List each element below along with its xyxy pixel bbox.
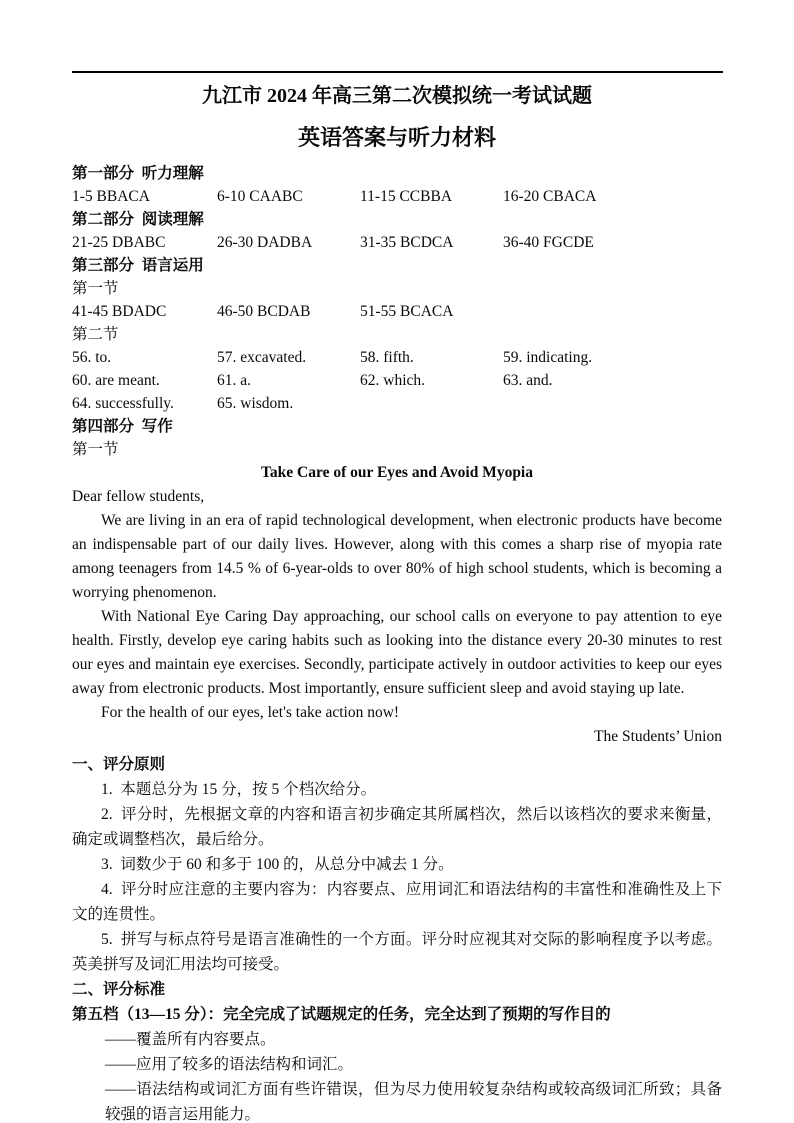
principle-item-4: 4. 评分时应注意的主要内容为：内容要点、应用词汇和语法结构的丰富性和准确性及上下文的连贯性。 [72,881,722,923]
answer-cell: 58. fifth. [360,349,414,366]
answer-cell: 21-25 DBABC [72,234,166,251]
page-title: 九江市 2024 年高三第二次模拟统一考试试题 [202,85,592,107]
answer-cell: 64. successfully. [72,395,174,412]
answer-cell [360,392,503,415]
answer-cell: 65. wisdom. [217,395,294,412]
answer-key [72,162,722,461]
answer-cell: 31-35 BCDCA [360,234,454,251]
grading-section [72,752,722,1123]
band5-point-3: ——语法结构或词汇方面有些许错误，但为尽力使用较复杂结构或较高级词汇所致；具备较强的语言运用能力。 [105,1081,722,1123]
answer-cell: 59. indicating. [503,349,593,366]
part3-section2-row-3 [72,392,722,415]
document-body [72,73,726,1123]
part1-answers-row [72,185,722,208]
band5-point-1: ——覆盖所有内容要点。 [105,1031,276,1048]
answer-cell: 11-15 CCBBA [360,188,453,205]
part3-section2-row-2 [72,369,722,392]
essay-title: Take Care of our Eyes and Avoid Myopia [260,464,533,481]
part4-section1-label: 第一节 [72,441,119,458]
part4-heading: 第四部分 写作 [72,418,173,435]
answer-cell [503,392,722,415]
answer-cell: 16-20 CBACA [503,188,597,205]
part2-answers-row [72,231,722,254]
part3-section2-row-1 [72,346,722,369]
answer-cell [503,300,722,323]
essay-paragraph-1: We are living in an era of rapid technological development, when electronic products have become an indispensable part of our daily lives. However, along with this comes a sharp rise of myopia rate among teenagers from 14.5 % of 6-year-olds to over 80% of high school students, which is becoming a worrying phenomenon. [72,512,726,601]
answer-cell: 46-50 BCDAB [217,303,311,320]
essay-salutation: Dear fellow students, [72,488,205,505]
answer-cell: 41-45 BDADC [72,303,167,320]
part3-section1-label: 第一节 [72,280,119,297]
essay-signature: The Students’ Union [593,728,722,745]
band5-heading: 第五档（13—15 分）：完全完成了试题规定的任务，完全达到了预期的写作目的 [72,1006,611,1023]
essay-paragraph-2: With National Eye Caring Day approaching, our school calls on everyone to pay attention to eye health. Firstly, develop eye caring habits such as looking into the distance every 20-30 minutes to rest our eyes and maintain eye exercises. Secondly, participate actively in outdoor activities to keep our eyes away from electronic products. Most importantly, ensure sufficient sleep and avoid staying up late. [72,608,726,697]
part3-heading: 第三部分 语言运用 [72,257,204,274]
part2-heading: 第二部分 阅读理解 [72,211,204,228]
answer-cell: 1-5 BBACA [72,188,150,205]
page-subtitle: 英语答案与听力材料 [297,125,496,150]
answer-cell: 26-30 DADBA [217,234,313,251]
answer-cell: 56. to. [72,349,112,366]
answer-cell: 63. and. [503,372,553,389]
part1-heading: 第一部分 听力理解 [72,165,204,182]
essay-paragraph-3: For the health of our eyes, let's take action now! [101,704,400,721]
principles-heading: 一、评分原则 [72,756,166,773]
answer-cell: 60. are meant. [72,372,160,389]
model-essay [72,461,726,749]
answer-cell: 61. a. [217,372,252,389]
answer-cell: 51-55 BCACA [360,303,454,320]
answer-cell: 62. which. [360,372,426,389]
principle-item-1: 1. 本题总分为 15 分，按 5 个档次给分。 [101,781,377,798]
principle-item-5: 5. 拼写与标点符号是语言准确性的一个方面。评分时应视其对交际的影响程度予以考虑。英美拼写及词汇用法均可接受。 [72,931,722,973]
answer-cell: 57. excavated. [217,349,307,366]
criteria-heading: 二、评分标准 [72,981,166,998]
principle-item-3: 3. 词数少于 60 和多于 100 的，从总分中减去 1 分。 [101,856,454,873]
part3-section1-answers-row [72,300,722,323]
part3-section2-label: 第二节 [72,326,119,343]
band5-point-2: ——应用了较多的语法结构和词汇。 [105,1056,354,1073]
answer-cell: 6-10 CAABC [217,188,303,205]
principle-item-2: 2. 评分时，先根据文章的内容和语言初步确定其所属档次，然后以该档次的要求来衡量，确定或调整档次，最后给分。 [72,806,722,848]
answer-cell: 36-40 FGCDE [503,234,594,251]
